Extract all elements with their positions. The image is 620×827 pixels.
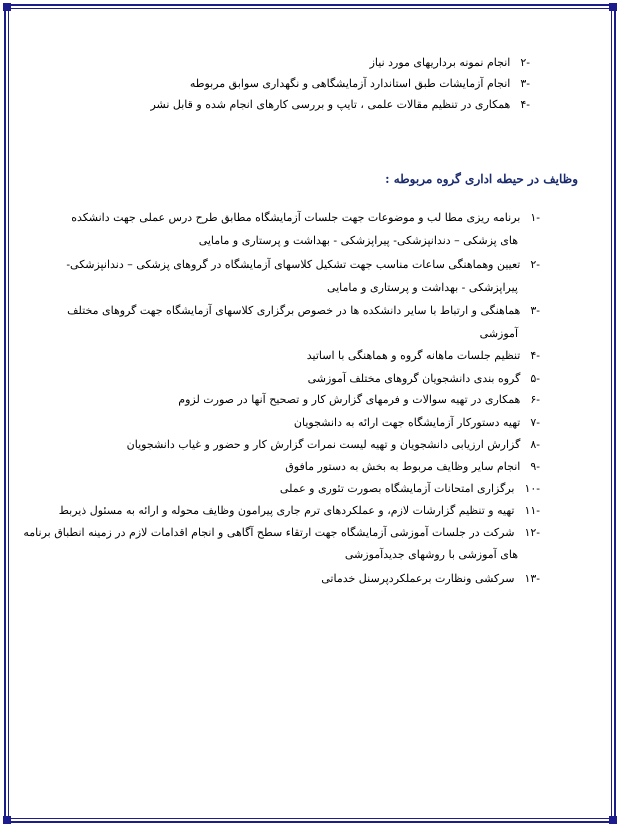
list-item xyxy=(294,416,540,430)
list-item-continuation: های پزشکی – دندانپزشکی- پیراپزشکی - بهداشت و پرستاری و مامایی xyxy=(198,234,518,247)
list-item xyxy=(150,98,530,112)
item-text: برنامه ریزی مطا لب و موضوعات جهت جلسات آزمایشگاه مطابق طرح درس عملی جهت دانشکده xyxy=(71,211,521,224)
item-number: -١ xyxy=(530,211,540,224)
list-item-continuation: های آموزشی با روشهای جدیدآموزشی xyxy=(344,548,518,561)
item-text: انجام آزمایشات طبق استاندارد آزمایشگاهی و نگهداری سوابق مربوطه xyxy=(189,77,511,90)
list-item xyxy=(66,258,540,272)
list-item xyxy=(23,526,540,540)
item-text: همکاری در تنظیم مقالات علمی ، تایپ و بررسی کارهای انجام شده و قابل نشر xyxy=(150,98,511,111)
item-number: -١١ xyxy=(524,504,540,517)
item-number: -٨ xyxy=(530,438,540,451)
border-corner xyxy=(3,816,11,824)
list-item xyxy=(190,77,530,91)
list-item xyxy=(307,349,540,363)
list-item xyxy=(67,304,540,318)
list-item xyxy=(178,393,540,407)
item-text: تهیه و تنظیم گزارشات لازم، و عملکردهای ترم جاری پیرامون وظایف محوله و ارائه به مسئول ذیربط xyxy=(58,504,515,517)
item-text: تعیین وهماهنگی ساعات مناسب جهت تشکیل کلاسهای آزمایشگاه در گروهای پزشکی – دندانپزشکی- xyxy=(66,258,521,271)
item-text: همکاری در تهیه سوالات و فرمهای گزارش کار و تصحیح آنها در صورت لزوم xyxy=(178,393,521,406)
item-number: -٩ xyxy=(530,460,540,473)
page-border-inner xyxy=(8,8,612,819)
item-text: شرکت در جلسات آموزشی آزمایشگاه جهت ارتقاء سطح آگاهی و انجام اقدامات لازم در زمینه انطباق برنامه xyxy=(23,526,515,539)
item-number: -١٣ xyxy=(524,572,540,585)
item-text: برگزاری امتحانات آزمایشگاه بصورت تئوری و عملی xyxy=(279,482,515,495)
list-item xyxy=(127,438,540,452)
item-number: -٣ xyxy=(520,77,530,90)
item-number: -٢ xyxy=(530,258,540,271)
item-text: گزارش ارزیابی دانشجویان و تهیه لیست نمرات گزارش کار و حضور و غیاب دانشجویان xyxy=(126,438,521,451)
list-item-continuation: پیراپزشکی - بهداشت و پرستاری و مامایی xyxy=(326,281,518,294)
list-item xyxy=(71,211,540,225)
item-number: -۶ xyxy=(530,393,540,406)
item-text: انجام نمونه برداریهای مورد نیاز xyxy=(369,56,511,69)
list-item xyxy=(285,460,540,474)
border-corner xyxy=(3,3,11,11)
section-heading: وظایف در حیطه اداری گروه مربوطه : xyxy=(385,172,578,186)
list-item xyxy=(308,372,540,386)
list-item xyxy=(370,56,530,70)
list-item xyxy=(280,482,540,496)
item-number: -۵ xyxy=(530,372,540,385)
item-number: -۴ xyxy=(530,349,540,362)
border-corner xyxy=(609,3,617,11)
item-text: هماهنگی و ارتباط با سایر دانشکده ها در خصوص برگزاری کلاسهای آزمایشگاه جهت گروهای مختلف xyxy=(67,304,521,317)
item-number: -١٢ xyxy=(524,526,540,539)
item-text: گروه بندی دانشجویان گروهای مختلف آموزشی xyxy=(307,372,521,385)
item-text: سرکشی ونظارت برعملکردپرسنل خدماتی xyxy=(321,572,515,585)
list-item-continuation: آموزشی xyxy=(479,327,518,340)
list-item xyxy=(59,504,540,518)
item-text: تهیه دستورکار آزمایشگاه جهت ارائه به دانشجویان xyxy=(293,416,521,429)
border-corner xyxy=(609,816,617,824)
item-text: تنظیم جلسات ماهانه گروه و هماهنگی با اساتید xyxy=(306,349,521,362)
item-number: -١٠ xyxy=(524,482,540,495)
item-text: انجام سایر وظایف مربوط به بخش به دستور مافوق xyxy=(285,460,521,473)
item-number: -٣ xyxy=(530,304,540,317)
item-number: -۴ xyxy=(520,98,530,111)
item-number: -٢ xyxy=(520,56,530,69)
item-number: -٧ xyxy=(530,416,540,429)
list-item xyxy=(321,572,540,586)
